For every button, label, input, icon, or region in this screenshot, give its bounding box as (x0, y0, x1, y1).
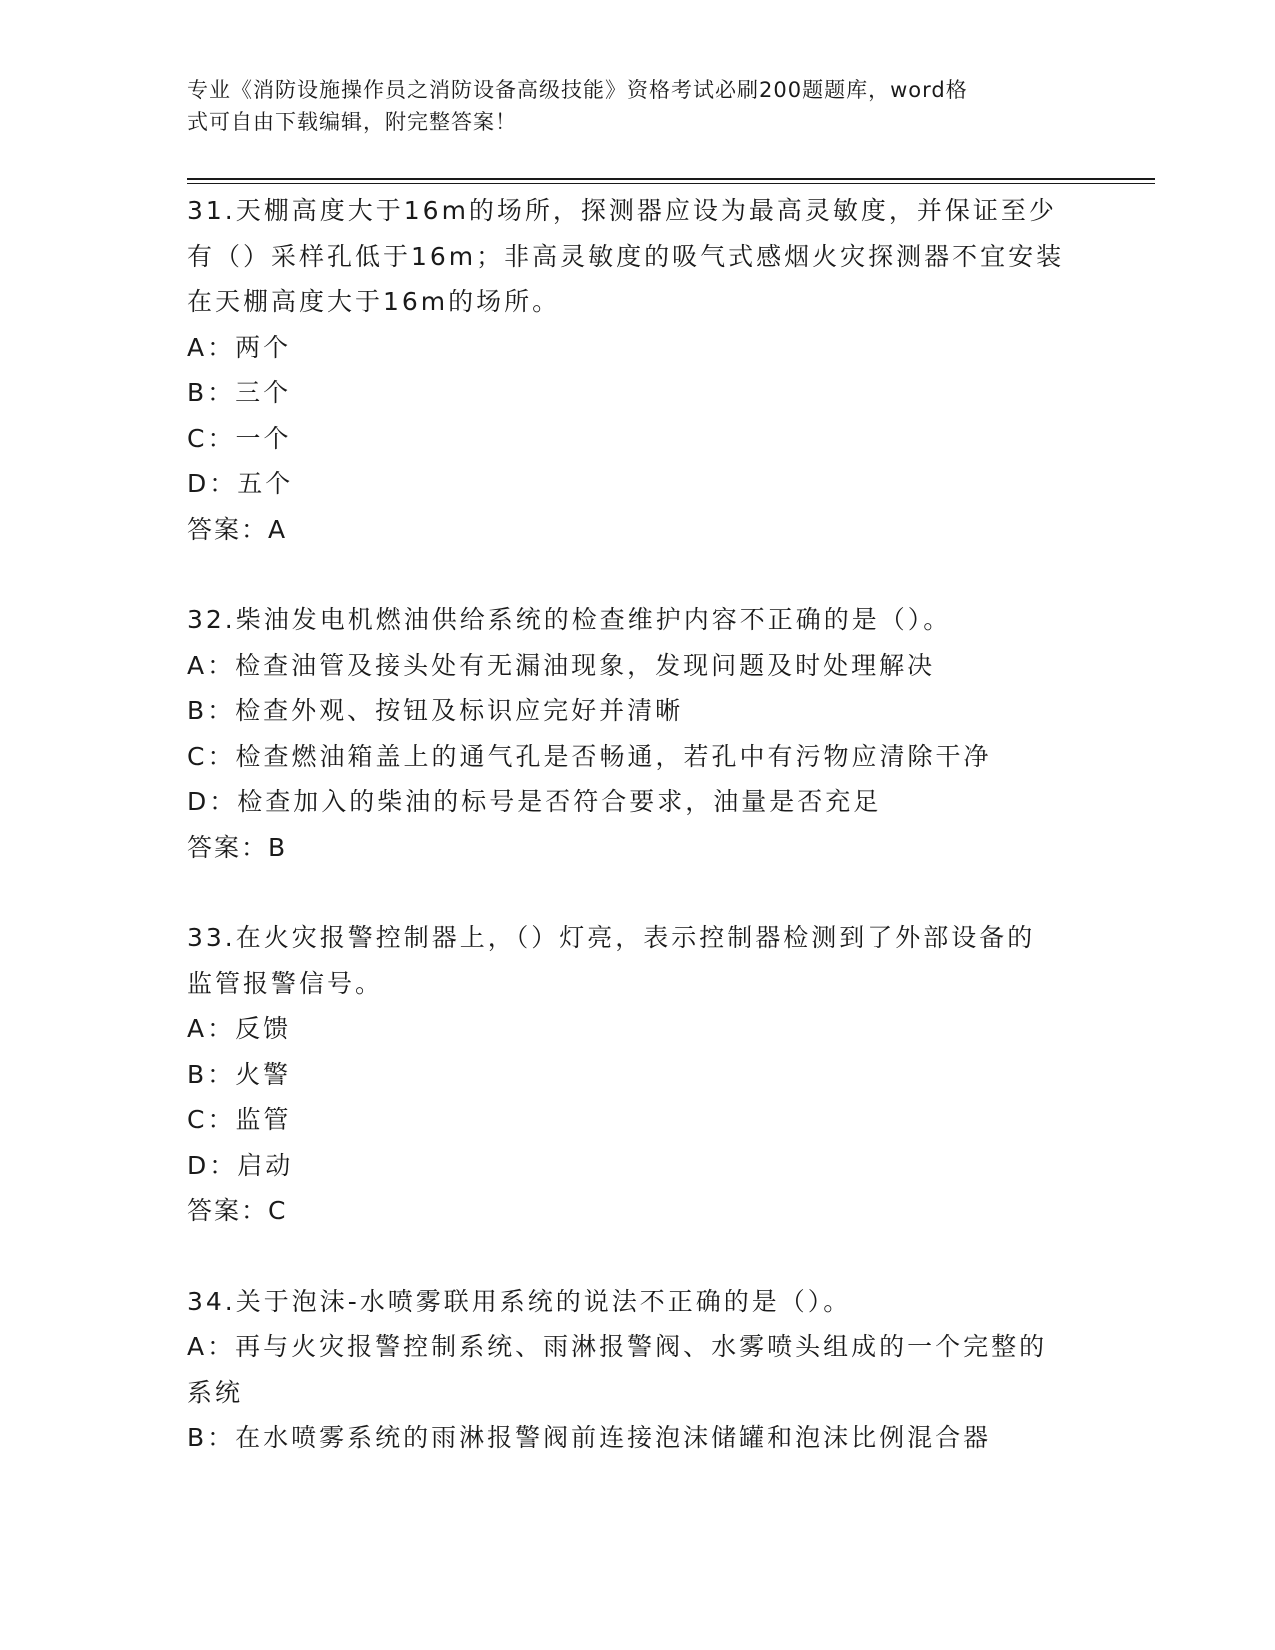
header-divider-thin (187, 183, 1155, 184)
option-a: A：检查油管及接头处有无漏油现象，发现问题及时处理解决 (187, 650, 936, 680)
option-b: B：火警 (187, 1059, 292, 1089)
option-d: D：五个 (187, 469, 294, 498)
option-b: B：三个 (187, 378, 292, 407)
option-c: C：检查燃油箱盖上的通气孔是否畅通，若孔中有污物应清除干净 (187, 741, 992, 771)
header-divider-thick (187, 178, 1155, 180)
option-d: D：检查加入的柴油的标号是否符合要求，油量是否充足 (187, 787, 882, 816)
question-text: 32.柴油发电机燃油供给系统的检查维护内容不正确的是（）。 (187, 605, 952, 634)
question-33 (187, 915, 1087, 1234)
option-d: D：启动 (187, 1150, 294, 1180)
document-header (187, 74, 1067, 138)
question-list (187, 188, 1087, 1506)
option-a-continued: 系统 (187, 1377, 244, 1407)
option-b: B：在水喷雾系统的雨淋报警阀前连接泡沫储罐和泡沫比例混合器 (187, 1423, 992, 1452)
question-34 (187, 1279, 1087, 1461)
header-line-1: 专业《消防设施操作员之消防设备高级技能》资格考试必刷200题题库，word格 (187, 78, 968, 102)
answer: 答案：A (187, 514, 288, 544)
option-a: A：反馈 (187, 1014, 292, 1043)
question-text: 在天棚高度大于16m的场所。 (187, 287, 561, 316)
question-text: 监管报警信号。 (187, 968, 384, 998)
option-b: B：检查外观、按钮及标识应完好并清晰 (187, 696, 684, 725)
option-c: C：监管 (187, 1105, 292, 1134)
question-text: 34.关于泡沫-水喷雾联用系统的说法不正确的是（）。 (187, 1286, 852, 1316)
option-a: A：再与火灾报警控制系统、雨淋报警阀、水雾喷头组成的一个完整的 (187, 1332, 1048, 1361)
answer: 答案：C (187, 1196, 288, 1225)
question-text: 33.在火灾报警控制器上，（）灯亮，表示控制器检测到了外部设备的 (187, 923, 1036, 952)
header-line-2: 式可自由下载编辑，附完整答案！ (187, 110, 517, 134)
question-32 (187, 597, 1087, 870)
question-31 (187, 188, 1087, 552)
answer: 答案：B (187, 832, 288, 862)
option-a: A：两个 (187, 332, 292, 362)
question-text: 31.天棚高度大于16m的场所，探测器应设为最高灵敏度，并保证至少 (187, 196, 1057, 225)
option-c: C：一个 (187, 423, 292, 453)
question-text: 有（）采样孔低于16m；非高灵敏度的吸气式感烟火灾探测器不宜安装 (187, 241, 1065, 271)
